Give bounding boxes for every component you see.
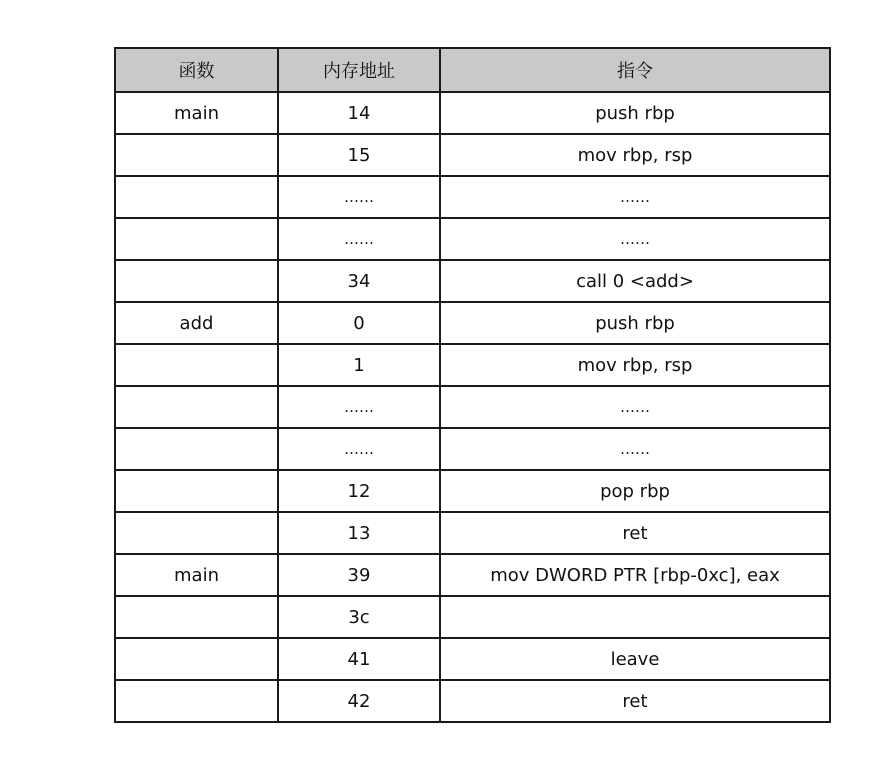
table-body	[115, 92, 830, 722]
address-cell: 39	[278, 554, 440, 596]
function-cell	[115, 134, 278, 176]
function-cell	[115, 218, 278, 260]
instruction-cell: ret	[440, 680, 830, 722]
table-row	[115, 218, 830, 260]
address-cell: 12	[278, 470, 440, 512]
instruction-cell: call 0 <add>	[440, 260, 830, 302]
address-cell: 1	[278, 344, 440, 386]
instruction-cell: mov rbp, rsp	[440, 344, 830, 386]
table-row	[115, 596, 830, 638]
instruction-cell: ……	[440, 176, 830, 218]
function-cell	[115, 470, 278, 512]
address-cell: ……	[278, 176, 440, 218]
instruction-cell: ……	[440, 386, 830, 428]
instruction-table-container	[114, 47, 829, 723]
instruction-cell	[440, 596, 830, 638]
function-cell	[115, 260, 278, 302]
table-row	[115, 260, 830, 302]
header-instruction: 指令	[440, 48, 830, 92]
instruction-cell: mov rbp, rsp	[440, 134, 830, 176]
header-memory-address: 内存地址	[278, 48, 440, 92]
address-cell: ……	[278, 218, 440, 260]
function-cell	[115, 386, 278, 428]
instruction-cell: push rbp	[440, 92, 830, 134]
instruction-cell: leave	[440, 638, 830, 680]
instruction-cell: mov DWORD PTR [rbp-0xc], eax	[440, 554, 830, 596]
address-cell: 15	[278, 134, 440, 176]
table-row	[115, 386, 830, 428]
function-cell: add	[115, 302, 278, 344]
table-row	[115, 92, 830, 134]
table-row	[115, 512, 830, 554]
address-cell: 13	[278, 512, 440, 554]
address-cell: 34	[278, 260, 440, 302]
address-cell: 14	[278, 92, 440, 134]
table-row	[115, 428, 830, 470]
function-cell: main	[115, 92, 278, 134]
table-row	[115, 302, 830, 344]
table-row	[115, 176, 830, 218]
instruction-cell: ret	[440, 512, 830, 554]
address-cell: 0	[278, 302, 440, 344]
address-cell: ……	[278, 428, 440, 470]
function-cell	[115, 596, 278, 638]
function-cell: main	[115, 554, 278, 596]
table-row	[115, 680, 830, 722]
instruction-cell: push rbp	[440, 302, 830, 344]
address-cell: 41	[278, 638, 440, 680]
instruction-table	[114, 47, 831, 723]
table-row	[115, 638, 830, 680]
address-cell: 3c	[278, 596, 440, 638]
function-cell	[115, 512, 278, 554]
function-cell	[115, 638, 278, 680]
function-cell	[115, 176, 278, 218]
function-cell	[115, 428, 278, 470]
table-row	[115, 470, 830, 512]
address-cell: ……	[278, 386, 440, 428]
table-row	[115, 344, 830, 386]
instruction-cell: pop rbp	[440, 470, 830, 512]
address-cell: 42	[278, 680, 440, 722]
table-row	[115, 554, 830, 596]
header-function: 函数	[115, 48, 278, 92]
function-cell	[115, 680, 278, 722]
header-row	[115, 48, 830, 92]
instruction-cell: ……	[440, 428, 830, 470]
function-cell	[115, 344, 278, 386]
instruction-cell: ……	[440, 218, 830, 260]
table-row	[115, 134, 830, 176]
